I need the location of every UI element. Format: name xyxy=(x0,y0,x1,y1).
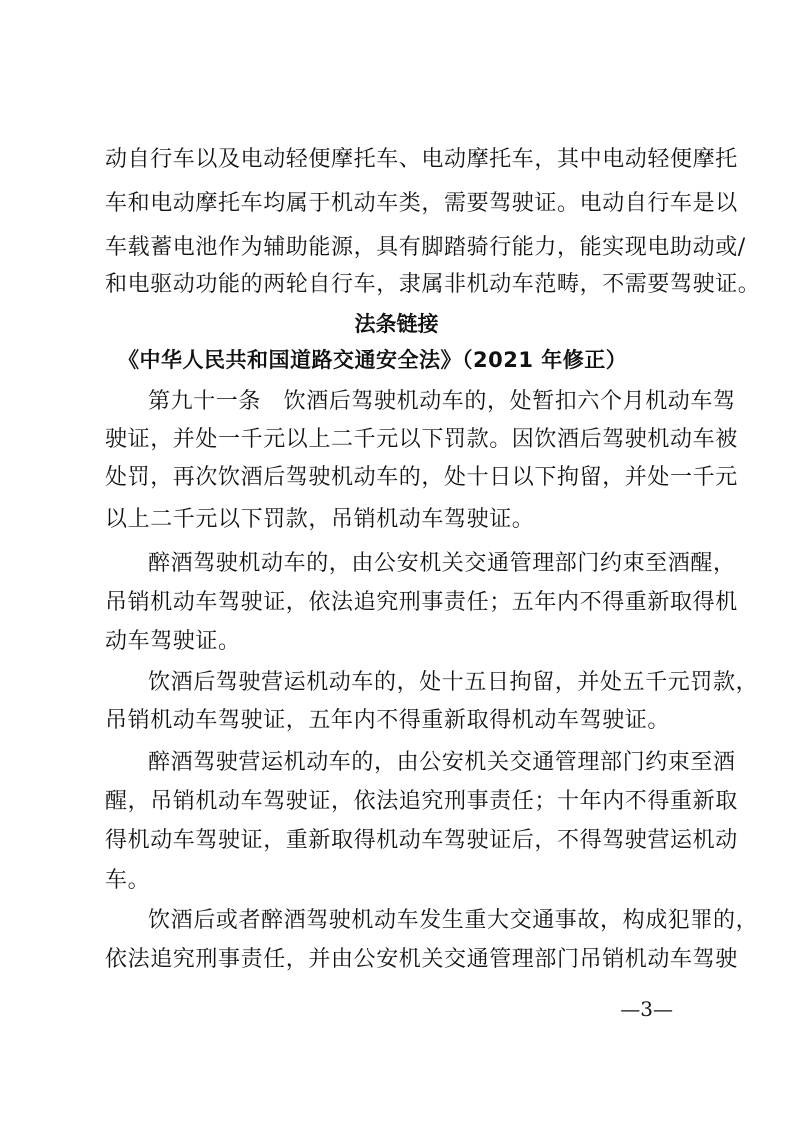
page-number: —3— xyxy=(620,997,673,1021)
section-heading: 法条链接 xyxy=(354,312,439,336)
intro-line-2: 车和电动摩托车均属于机动车类，需要驾驶证。电动自行车是以 xyxy=(105,191,738,216)
article-91-p2-line-3: 动车驾驶证。 xyxy=(105,629,241,654)
article-91-p3-line-2: 吊销机动车驾驶证，五年内不得重新取得机动车驾驶证。 xyxy=(105,708,671,733)
article-91-p1-line-4: 以上二千元以下罚款，吊销机动车驾驶证。 xyxy=(105,507,535,532)
article-91-p4-line-3: 得机动车驾驶证，重新取得机动车驾驶证后，不得驾驶营运机动 xyxy=(105,828,738,853)
article-91-p2-line-1: 醉酒驾驶机动车的，由公安机关交通管理部门约束至酒醒， xyxy=(148,551,736,576)
article-91-p1-line-2: 驶证，并处一千元以上二千元以下罚款。因饮酒后驾驶机动车被 xyxy=(105,427,738,452)
intro-line-3: 车载蓄电池作为辅助能源，具有脚踏骑行能力，能实现电助动或/ xyxy=(105,235,746,260)
intro-line-4: 和电驱动功能的两轮自行车，隶属非机动车范畴，不需要驾驶证。 xyxy=(105,272,761,297)
intro-line-1: 动自行车以及电动轻便摩托车、电动摩托车，其中电动轻便摩托 xyxy=(105,147,738,172)
article-91-p5-line-1: 饮酒后或者醉酒驾驶机动车发生重大交通事故，构成犯罪的， xyxy=(148,908,759,933)
article-91-p1-line-3: 处罚，再次饮酒后驾驶机动车的，处十日以下拘留，并处一千元 xyxy=(105,465,738,490)
article-91-p4-line-2: 醒，吊销机动车驾驶证，依法追究刑事责任；十年内不得重新取 xyxy=(105,789,738,814)
article-91-p2-line-2: 吊销机动车驾驶证，依法追究刑事责任；五年内不得重新取得机 xyxy=(105,590,738,615)
article-91-p4-line-4: 车。 xyxy=(105,868,151,893)
law-title: 《中华人民共和国道路交通安全法》（2021 年修正） xyxy=(118,348,628,372)
article-91-p3-line-1: 饮酒后驾驶营运机动车的，处十五日拘留，并处五千元罚款， xyxy=(148,670,759,695)
article-91-p1-line-1: 第九十一条 饮酒后驾驶机动车的，处暂扣六个月机动车驾 xyxy=(148,389,736,414)
article-91-p4-line-1: 醉酒驾驶营运机动车的，由公安机关交通管理部门约束至酒 xyxy=(148,750,736,775)
article-91-p5-line-2: 依法追究刑事责任，并由公安机关交通管理部门吊销机动车驾驶 xyxy=(105,947,738,972)
